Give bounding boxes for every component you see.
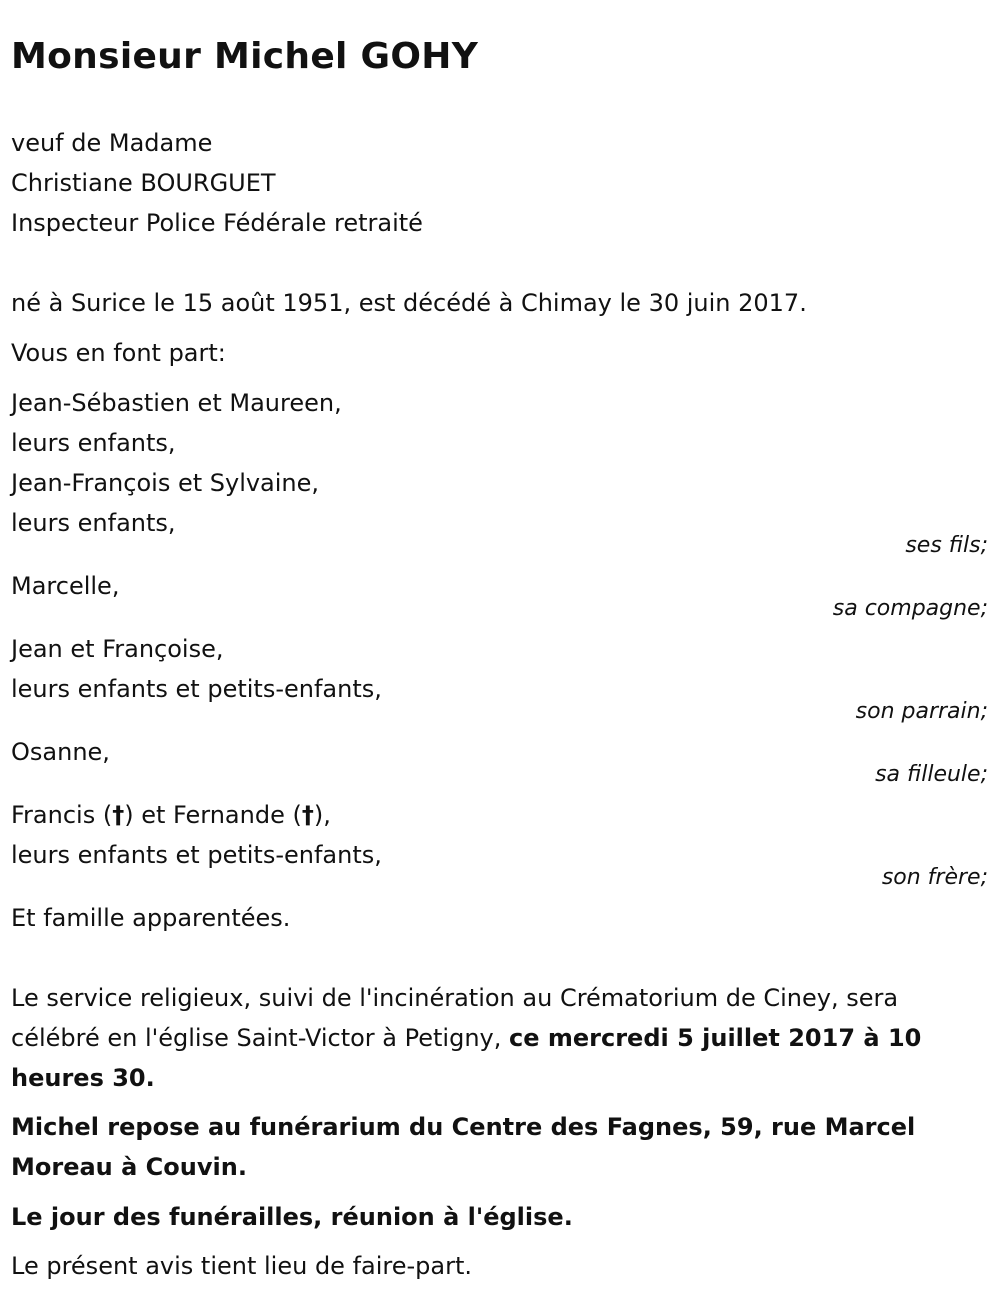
relation-label: ses fils; — [905, 533, 988, 558]
family-name-text: ) et Fernande ( — [124, 801, 302, 829]
profession-text: Inspecteur Police Fédérale retraité — [11, 209, 423, 237]
family-line: leurs enfants et petits-enfants, — [11, 841, 382, 869]
widow-of-text: veuf de Madame — [11, 129, 213, 157]
family-name-text: ), — [313, 801, 331, 829]
family-line: Marcelle, — [11, 572, 120, 600]
cross-icon: † — [112, 801, 125, 829]
family-line: Jean-François et Sylvaine, — [11, 469, 320, 497]
rest-location-text: Michel repose au funérarium du Centre des Fagnes, 59, rue Marcel Moreau à Couvin. — [11, 1113, 916, 1181]
family-line: leurs enfants, — [11, 429, 176, 457]
family-line — [11, 795, 331, 835]
family-line: Jean et Françoise, — [11, 635, 224, 663]
relation-label: son parrain; — [855, 699, 988, 724]
family-line: leurs enfants, — [11, 509, 176, 537]
footer-text: Le présent avis tient lieu de faire-part. — [11, 1252, 473, 1280]
service-date: ce mercredi 5 juillet 2017 à 10 heures 30. — [11, 1024, 922, 1092]
family-closing: Et famille apparentées. — [11, 904, 291, 932]
relation-label: sa compagne; — [832, 596, 988, 621]
birth-death-text: né à Surice le 15 août 1951, est décédé à Chimay le 30 juin 2017. — [11, 289, 807, 317]
family-line: leurs enfants et petits-enfants, — [11, 675, 382, 703]
relation-label: son frère; — [881, 865, 988, 890]
family-line: Osanne, — [11, 738, 110, 766]
spouse-name: Christiane BOURGUET — [11, 169, 276, 197]
cross-icon: † — [301, 801, 314, 829]
meeting-text: Le jour des funérailles, réunion à l'église. — [11, 1203, 573, 1231]
service-text: Le service religieux, suivi de l'incinération au Crématorium de Ciney, sera célébré en l'église Saint-Victor à Petigny, — [11, 984, 899, 1052]
announcement-text: Vous en font part: — [11, 339, 226, 367]
page-title: Monsieur Michel GOHY — [11, 36, 479, 77]
family-name-text: Francis ( — [11, 801, 113, 829]
relation-label: sa filleule; — [875, 762, 988, 787]
family-line: Jean-Sébastien et Maureen, — [11, 389, 342, 417]
service-paragraph — [11, 978, 986, 1098]
